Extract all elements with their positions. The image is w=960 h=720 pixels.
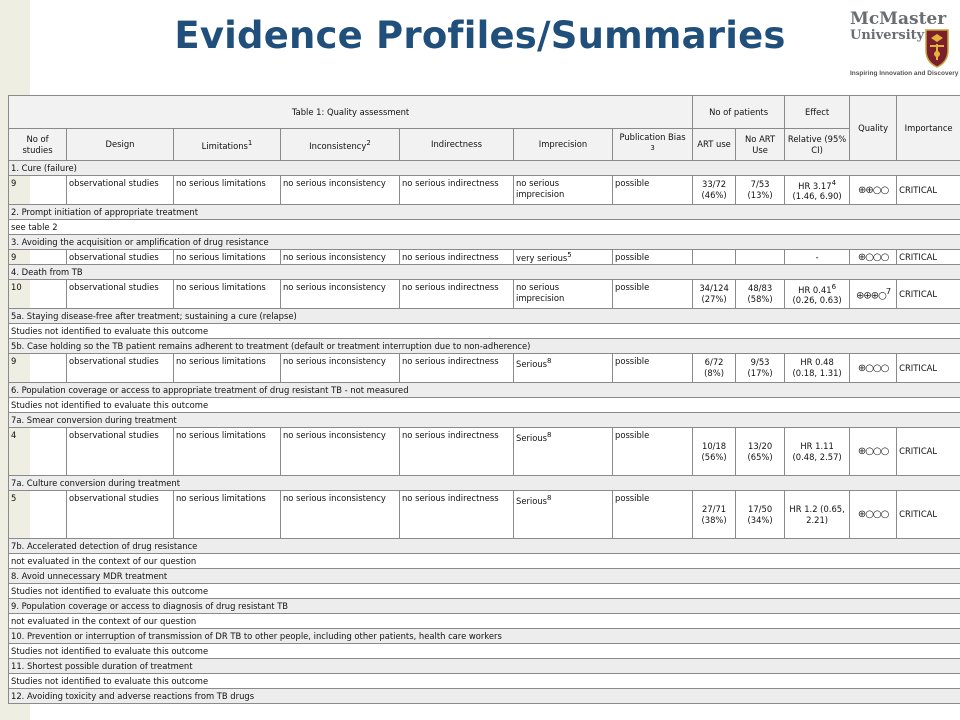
cell-limitations: no serious limitations — [174, 354, 281, 383]
university-logo — [848, 6, 959, 82]
section-row — [9, 539, 960, 554]
imprecision-value: Serious — [516, 432, 548, 443]
section-row — [9, 235, 960, 250]
section-label: 11. Shortest possible duration of treatment — [9, 659, 960, 674]
cell-publication-bias: possible — [613, 354, 693, 383]
note-row — [9, 644, 960, 659]
cell-studies: 10 — [9, 280, 67, 309]
note-text: not evaluated in the context of our question — [9, 614, 960, 629]
section-row — [9, 413, 960, 428]
relative-ci: (1.46, 6.90) — [792, 191, 842, 202]
relative-ci: (0.18, 1.31) — [792, 368, 842, 378]
cell-limitations: no serious limitations — [174, 428, 281, 476]
footnote-marker: 6 — [831, 282, 837, 291]
cell-design: observational studies — [67, 250, 174, 265]
cell-importance: CRITICAL — [897, 250, 960, 265]
cell-inconsistency: no serious inconsistency — [281, 491, 400, 539]
section-label: 7b. Accelerated detection of drug resistance — [9, 539, 960, 554]
cell-design: observational studies — [67, 354, 174, 383]
section-label: 2. Prompt initiation of appropriate treatment — [9, 205, 960, 220]
note-row — [9, 398, 960, 413]
imprecision-value: Serious — [516, 495, 548, 506]
cell-imprecision — [514, 428, 613, 476]
header-quality: Quality — [850, 96, 897, 161]
note-row — [9, 324, 960, 339]
section-label: 12. Avoiding toxicity and adverse reactions from TB drugs — [9, 689, 960, 704]
cell-design: observational studies — [67, 428, 174, 476]
cell-indirectness: no serious indirectness — [400, 176, 514, 205]
cell-inconsistency: no serious inconsistency — [281, 250, 400, 265]
table-row — [9, 280, 960, 309]
header-no-art-use: No ART Use — [736, 129, 785, 161]
quality-rating-icon — [850, 280, 897, 309]
cell-inconsistency: no serious inconsistency — [281, 428, 400, 476]
section-row — [9, 659, 960, 674]
note-text: Studies not identified to evaluate this outcome — [9, 674, 960, 689]
footnote-marker: 3 — [650, 144, 655, 153]
imprecision-value: very serious — [516, 252, 568, 263]
section-label: 3. Avoiding the acquisition or amplification of drug resistance — [9, 235, 960, 250]
cell-no-art-use: 13/20 (65%) — [736, 428, 785, 476]
section-label: 10. Prevention or interruption of transmission of DR TB to other people, including other patients, health care workers — [9, 629, 960, 644]
relative-value: HR 3.17 — [798, 180, 832, 191]
section-label: 7a. Smear conversion during treatment — [9, 413, 960, 428]
cell-indirectness: no serious indirectness — [400, 428, 514, 476]
cell-studies: 9 — [9, 176, 67, 205]
cell-limitations: no serious limitations — [174, 280, 281, 309]
cell-relative — [785, 176, 850, 205]
header-importance: Importance — [897, 96, 960, 161]
footnote-marker: 5 — [567, 251, 572, 260]
note-row — [9, 674, 960, 689]
note-text: Studies not identified to evaluate this outcome — [9, 644, 960, 659]
header-effect: Effect — [785, 96, 850, 129]
header-art-use: ART use — [693, 129, 736, 161]
cell-art-use: 6/72 (8%) — [693, 354, 736, 383]
footnote-marker: 7 — [885, 286, 891, 297]
section-label: 4. Death from TB — [9, 265, 960, 280]
table-header-row-2 — [9, 129, 960, 161]
quality-rating-icon: ⊕○○○ — [850, 354, 897, 383]
table-header-row-1 — [9, 96, 960, 129]
section-row — [9, 629, 960, 644]
note-text: Studies not identified to evaluate this outcome — [9, 398, 960, 413]
footnote-marker: 4 — [831, 178, 837, 187]
note-text: see table 2 — [9, 220, 960, 235]
cell-imprecision — [514, 250, 613, 265]
header-relative: Relative (95% CI) — [785, 129, 850, 161]
cell-art-use: 10/18 (56%) — [693, 428, 736, 476]
section-label: 5b. Case holding so the TB patient remains adherent to treatment (default or treatment interruption due to non-adherence) — [9, 339, 960, 354]
cell-publication-bias: possible — [613, 250, 693, 265]
cell-imprecision — [514, 354, 613, 383]
header-no-of-studies: No of studies — [9, 129, 67, 161]
header-limitations-label: Limitations — [201, 140, 248, 151]
cell-importance: CRITICAL — [897, 354, 960, 383]
footnote-marker: 8 — [547, 357, 552, 365]
cell-studies: 9 — [9, 354, 67, 383]
relative-ci: (0.26, 0.63) — [792, 295, 842, 306]
quality-rating-icon: ⊕○○○ — [850, 250, 897, 265]
header-inconsistency-label: Inconsistency — [309, 140, 367, 151]
cell-indirectness: no serious indirectness — [400, 491, 514, 539]
section-row — [9, 689, 960, 704]
evidence-profile-table — [8, 95, 960, 704]
note-row — [9, 554, 960, 569]
cell-importance: CRITICAL — [897, 428, 960, 476]
cell-imprecision: no serious imprecision — [514, 280, 613, 309]
cell-relative: HR 1.11 (0.48, 2.57) — [785, 428, 850, 476]
cell-indirectness: no serious indirectness — [400, 250, 514, 265]
note-row — [9, 584, 960, 599]
section-row — [9, 161, 960, 176]
cell-design: observational studies — [67, 280, 174, 309]
section-row — [9, 309, 960, 324]
cell-importance: CRITICAL — [897, 280, 960, 309]
section-label: 5a. Staying disease-free after treatment; sustaining a cure (relapse) — [9, 309, 960, 324]
cell-relative — [785, 280, 850, 309]
cell-limitations: no serious limitations — [174, 491, 281, 539]
cell-relative — [785, 354, 850, 383]
cell-studies: 5 — [9, 491, 67, 539]
cell-studies: 9 — [9, 250, 67, 265]
cell-imprecision: no serious imprecision — [514, 176, 613, 205]
header-publication-bias — [613, 129, 693, 161]
cell-importance: CRITICAL — [897, 491, 960, 539]
table-row — [9, 354, 960, 383]
cell-art-use: 27/71 (38%) — [693, 491, 736, 539]
section-row — [9, 599, 960, 614]
crest-icon — [924, 28, 950, 68]
footnote-marker: 1 — [247, 138, 253, 147]
cell-relative: HR 1.2 (0.65, 2.21) — [785, 491, 850, 539]
header-inconsistency — [281, 129, 400, 161]
cell-imprecision — [514, 491, 613, 539]
quality-rating-icon: ⊕○○○ — [850, 491, 897, 539]
cell-indirectness: no serious indirectness — [400, 354, 514, 383]
cell-art-use — [693, 250, 736, 265]
footnote-marker: 2 — [366, 138, 371, 147]
footnote-marker: 8 — [547, 494, 552, 502]
cell-art-use: 33/72 (46%) — [693, 176, 736, 205]
footnote-marker: 8 — [547, 431, 552, 439]
note-text: not evaluated in the context of our question — [9, 554, 960, 569]
table-caption: Table 1: Quality assessment — [9, 96, 693, 129]
cell-indirectness: no serious indirectness — [400, 280, 514, 309]
section-row — [9, 339, 960, 354]
slide-title: Evidence Profiles/Summaries — [174, 14, 786, 57]
section-row — [9, 205, 960, 220]
cell-design: observational studies — [67, 491, 174, 539]
header-indirectness: Indirectness — [400, 129, 514, 161]
logo-tagline: Inspiring Innovation and Discovery — [850, 70, 959, 77]
table-row — [9, 428, 960, 476]
cell-limitations: no serious limitations — [174, 176, 281, 205]
section-label: 8. Avoid unnecessary MDR treatment — [9, 569, 960, 584]
quality-rating-icon: ⊕○○○ — [850, 428, 897, 476]
cell-relative: - — [785, 250, 850, 265]
header-no-of-patients: No of patients — [693, 96, 785, 129]
section-label: 9. Population coverage or access to diagnosis of drug resistant TB — [9, 599, 960, 614]
header-publication-bias-label: Publication Bias — [619, 132, 686, 143]
cell-no-art-use: 7/53 (13%) — [736, 176, 785, 205]
cell-studies: 4 — [9, 428, 67, 476]
cell-inconsistency: no serious inconsistency — [281, 176, 400, 205]
header-design: Design — [67, 129, 174, 161]
section-row — [9, 569, 960, 584]
section-row — [9, 383, 960, 398]
cell-no-art-use — [736, 250, 785, 265]
relative-value: HR 0.48 — [800, 357, 834, 367]
table-row — [9, 176, 960, 205]
table-row — [9, 250, 960, 265]
logo-subtitle: University — [850, 28, 925, 43]
cell-publication-bias: possible — [613, 280, 693, 309]
cell-art-use: 34/124 (27%) — [693, 280, 736, 309]
header-limitations — [174, 129, 281, 161]
logo-name: McMaster — [850, 9, 947, 29]
section-label: 1. Cure (failure) — [9, 161, 960, 176]
cell-inconsistency: no serious inconsistency — [281, 354, 400, 383]
quality-symbols: ⊕⊕⊕○ — [856, 290, 886, 302]
cell-publication-bias: possible — [613, 491, 693, 539]
note-row — [9, 614, 960, 629]
cell-publication-bias: possible — [613, 176, 693, 205]
cell-no-art-use: 17/50 (34%) — [736, 491, 785, 539]
relative-value: HR 0.41 — [798, 284, 832, 295]
quality-rating-icon: ⊕⊕○○ — [850, 176, 897, 205]
cell-no-art-use: 48/83 (58%) — [736, 280, 785, 309]
note-row — [9, 220, 960, 235]
note-text: Studies not identified to evaluate this outcome — [9, 324, 960, 339]
cell-limitations: no serious limitations — [174, 250, 281, 265]
section-label: 6. Population coverage or access to appropriate treatment of drug resistant TB - not measured — [9, 383, 960, 398]
header-imprecision: Imprecision — [514, 129, 613, 161]
cell-publication-bias: possible — [613, 428, 693, 476]
cell-inconsistency: no serious inconsistency — [281, 280, 400, 309]
section-label: 7a. Culture conversion during treatment — [9, 476, 960, 491]
cell-design: observational studies — [67, 176, 174, 205]
cell-no-art-use: 9/53 (17%) — [736, 354, 785, 383]
note-text: Studies not identified to evaluate this outcome — [9, 584, 960, 599]
section-row — [9, 265, 960, 280]
cell-importance: CRITICAL — [897, 176, 960, 205]
imprecision-value: Serious — [516, 358, 548, 369]
section-row — [9, 476, 960, 491]
table-row — [9, 491, 960, 539]
